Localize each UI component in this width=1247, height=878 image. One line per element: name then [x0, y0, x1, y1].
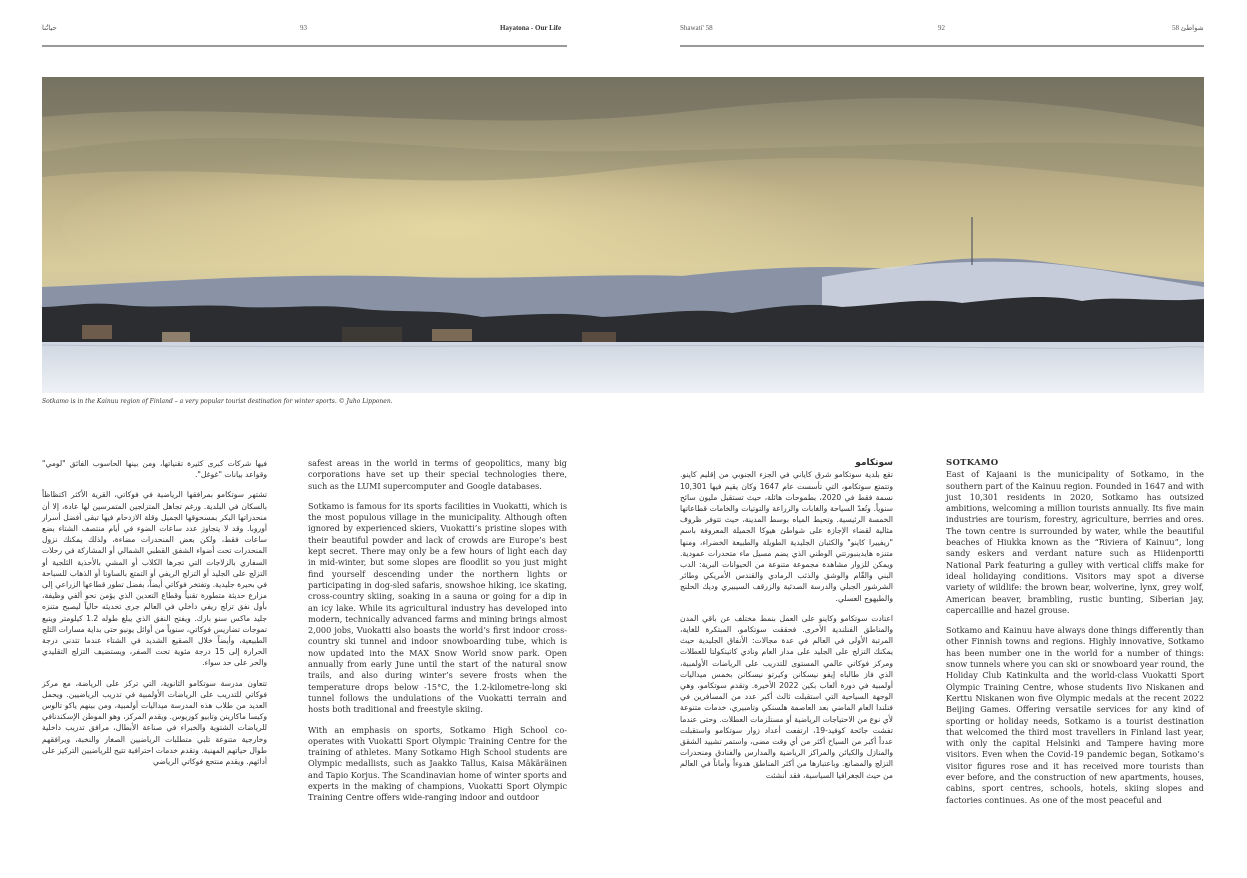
right-page-number: 92: [938, 24, 945, 32]
left-header-rule: [42, 45, 567, 47]
arabic-left-paragraph-3: تتعاون مدرسة سوتكامو الثانوية، التي تركز على الرياضة، مع مركز فوكاتي للتدريب على الرياضات الأولمبية في تدريب الرياضيين. ويحمل العديد من طلاب هذه المدرسة ميداليات أولمبية، ومن بينهم ياكو تالوس وكيسا ماكارينن وتابيو كوريوس. ويقدم المركز، وهو الموطن الإسكندنافي للرياضات الشتوية والخبراء في صناعة الأبطال، مرافق تدريب داخلية وخارجية متنوعة تلبي متطلبات الرياضيين الصغار والنخبة، ويرافقهم طوال حياتهم المهنية. وتقدم خدمات احترافية تتيح للرياضيين التركيز على أدائهم. ويقدم منتجع فوكاتي الرياضي: [42, 678, 267, 767]
arabic-left-paragraph-1: فيها شركات كبرى كثيرة تقنياتها، ومن بينها الحاسوب الفائق "لومي" وقواعد بيانات "غوغل".: [42, 459, 267, 480]
right-header-rule: [680, 45, 1204, 47]
right-arabic-running-title: 58 شواطئ: [1172, 24, 1204, 32]
landscape-photo: [42, 77, 1204, 393]
english-left-paragraph-1: safest areas in the world in terms of geopolitics, many big corporations have set up their special technologies there, such as the LUMI supercomputer and Google databases.: [308, 458, 567, 491]
english-right-paragraph-2: Sotkamo and Kainuu have always done things differently than other Finnish towns and regions. Highly innovative, Sotkamo has been number one in the world for a number of things: snow tunnels where you can ski or snowboard year round, the Holiday Club Katinkulta and the world-class Vuokatti Sport Olympic Training Centre, whose students Iivo Niskanen and Kerttu Niskanen won five Olympic medals at the recent 2022 Beijing Games. Offering versatile services for any kind of sporting or holiday needs, Sotkamo is a tourist destination that welcomed the third most travellers in Finland last year, with only the capital Helsinki and Tampere having more visitors. Even when the Covid-19 pandemic began, Sotkamo’s visitor figures rose and it has received more tourists than ever before, and the construction of new apartments, houses, cabins, sport centres, schools, hotels, skiing slopes and factories continues. As one of the most peaceful and: [946, 625, 1204, 805]
english-column-left: [308, 458, 567, 813]
left-page-number: 93: [300, 24, 307, 32]
left-magazine-title: Hayatona - Our Life: [500, 24, 562, 32]
english-column-right: [946, 458, 1204, 815]
english-right-paragraph-1: East of Kajaani is the municipality of Sotkamo, in the southern part of the Kainuu region. Founded in 1647 and with just 10,301 residents in 2020, Sotkamo has outsized ambitions, welcoming a million tourists annually. Its five main industries are tourism, forestry, agriculture, berries and ores. The town centre is surrounded by water, while the beautiful beaches of Hiukka known as the “Riviera of Kainuu”, long sandy eskers and verdant nature such as Hiidenportti National Park featuring a gulley with vertical cliffs make for ideal holidaying conditions. Visitors may spot a diverse variety of wildlife: the brown bear, wolverine, lynx, grey wolf, American beaver, brambling, rustic bunting, Siberian jay, capercaillie and hazel grouse.: [946, 469, 1204, 615]
right-magazine-title: Shawati' 58: [680, 24, 713, 32]
english-left-paragraph-2: Sotkamo is famous for its sports facilities in Vuokatti, which is the most populous village in the municipality. Although often ignored by experienced skiers, Vuokatti’s pristine slopes with their beautiful powder and lack of crowds are Europe’s best kept secret. There may only be a few hours of light each day in mid-winter, but some slopes are floodlit so you just might find yourself descending under the northern lights or participating in dog-sled safaris, snowshoe hiking, ice skating, cross-country skiing, soaking in a sauna or going for a dip in an icy lake. While its agricultural industry has developed into modern, technically advanced farms and mining brings almost 2,000 jobs, Vuokatti also boasts the world’s first indoor cross-country ski tunnel and indoor snowboarding tube, which is now updated into the MAX Snow World snow park. Open annually from early June until the start of the natural snow trails, and also during winter’s severe frosts when the temperature drops below -15°C, the 1.2-kilometre-long ski tunnel follows the undulations of the Vuokatti terrain and hosts both traditional and freestyle skiing.: [308, 500, 567, 715]
arabic-right-paragraph-2: اعتادت سوتكامو وكاينو على العمل بنمط مختلف عن باقي المدن والمناطق الفنلندية الأخرى. فحققت سوتكامو، المبتكرة للغاية، المرتبة الأولى في العالم في عدة مجالات: الأنفاق الجليدية حيث يمكنك التزلج على الجليد على مدار العام ونادي كاتينكولتا للعطلات ومركز فوكاتي عالمي المستوى للتدريب على الرياضات الأولمبية، الذي فاز طالباه إيفو نيسكانن وكيرتو نيسكانن بخمس ميداليات أولمبية في دورة ألعاب بكين 2022 الأخيرة. وتقدم سوتكامو، وهي الوجهة السياحية التي استقبلت ثالث أكبر عدد من المسافرين في فنلندا العام الماضي بعد العاصمة هلسنكي وتامبيري، خدمات متنوعة لأي نوع من الاحتياجات الرياضية أو مستلزمات العطلات. وحتى عندما تفشت جائحة كوفيد-19، ارتفعت أعداد زوار سوتكامو واستقبلت عدداً أكبر من السياح أكثر من أي وقت مضى، واستمر تشييد الشقق والمنازل والكبائن والمراكز الرياضية والمدارس والفنادق ومنحدرات التزلج والمصانع. وباعتبارها من أكثر المناطق هدوءاً وأماناً في العالم من حيث الجغرافيا السياسية، فقد أنشئت: [680, 613, 893, 780]
english-section-heading: SOTKAMO: [946, 458, 999, 468]
arabic-column-left: [42, 458, 267, 776]
photo-caption: Sotkamo is in the Kainuu region of Finland – a very popular tourist destination for winter sports. © Juho Lipponen.: [42, 398, 393, 405]
arabic-right-paragraph-1: تقع بلدية سوتكامو شرق كاياني في الجزء الجنوبي من إقليم كاينو. وتتمتع سوتكامو، التي تأسست عام 1647 وكان يقيم فيها 10,301 نسمة فقط في 2020، بطموحات هائلة، حيث تستقبل مليون سائح سنوياً. وتُعدّ السياحة والغابات والزراعة والتوتيات والخامات قطاعاتها الخمسة الرئيسية. وتحيط المياه بوسط المدينة، حيث تتوفر ظروف مثالية لقضاء الإجازة على شواطئ هيوكا الجميلة المعروفة باسم "ريفييرا كاينو" والكثبان الجليدية الطويلة والطبيعة الخضراء، ومنها متنزه هايدينبورتتي الوطني الذي يضم مسيل ماء متحدرات عمودية. ويمكن للزوار مشاهدة مجموعة متنوعة من الحيوانات البرية: الدب البني والقّام والوشق والذئب الرمادي والقندس الأمريكي وطائر الشرشور الجبلي والدرسة الصدئية والزرقف السيبيري وديك الحلنج والطيهوج العسلي.: [680, 470, 893, 603]
left-arabic-running-title: حياتُنا: [42, 24, 57, 32]
english-left-paragraph-3: With an emphasis on sports, Sotkamo High School co-operates with Vuokatti Sport Olympic Training Centre for the training of athletes. Many Sotkamo High School students are Olympic medallists, such as Jaakko Tallus, Kaisa Mäkäräinen and Tapio Korjus. The Scandinavian home of winter sports and experts in the making of champions, Vuokatti Sport Olympic Training Centre offers wide-ranging indoor and outdoor: [308, 724, 567, 803]
arabic-column-right: [680, 458, 893, 790]
arabic-left-paragraph-2: تشتهر سوتكامو بمرافقها الرياضية في فوكاتي، القرية الأكثر اكتظاظاً بالسكان في البلدية. ورغم تجاهل المتزلجين المتمرسين لها عادة، إلا أن منحدراتها البكر بمسحوقها الجميل وقلة الازدحام فيها تبقى أفضل أسرار أوروبا. وقد لا يتجاوز عدد ساعات الضوء في أيام منتصف الشتاء بضع ساعات فقط، ولكن بعض المنحدرات مضاءة، ولذلك يمكنك نزول المنحدرات تحت أضواء الشفق القطبي الشمالي أو المشاركة في رحلات السفاري بالزلاجات التي تجرها الكلاب أو المشي بالأحذية الثلجية أو التزلج على الجليد أو التزلج الريفي أو التمتع بالساونا أو الذهاب للسباحة في بحيرة جليدية. وتفتخر فوكاتي أيضاً، بفضل تطور قطاعها الزراعي إلى مزارع حديثة متطورة تقنياً وقطاع التعدين الذي يؤمن نحو ألفي وظيفة، بأول نفق تزلج ريفي داخلي في العالم جرى تحديثه حالياً ليصبح متنزه جليد ماكس سنو بارك. ويفتح النفق الذي يبلغ طوله 1.2 كيلومتر ويتبع تموجات تضاريس فوكاتي، سنوياً من أوائل يونيو حتى بداية مسارات الثلج الطبيعية، وأيضاً خلال الصقيع الشديد في الشتاء عندما تتدنى درجة الحرارة إلى 15 درجة مئوية تحت الصفر، ويستضيف التزلج التقليدي والحر على حد سواء.: [42, 490, 267, 668]
arabic-section-heading: سوتكامو: [855, 458, 893, 468]
